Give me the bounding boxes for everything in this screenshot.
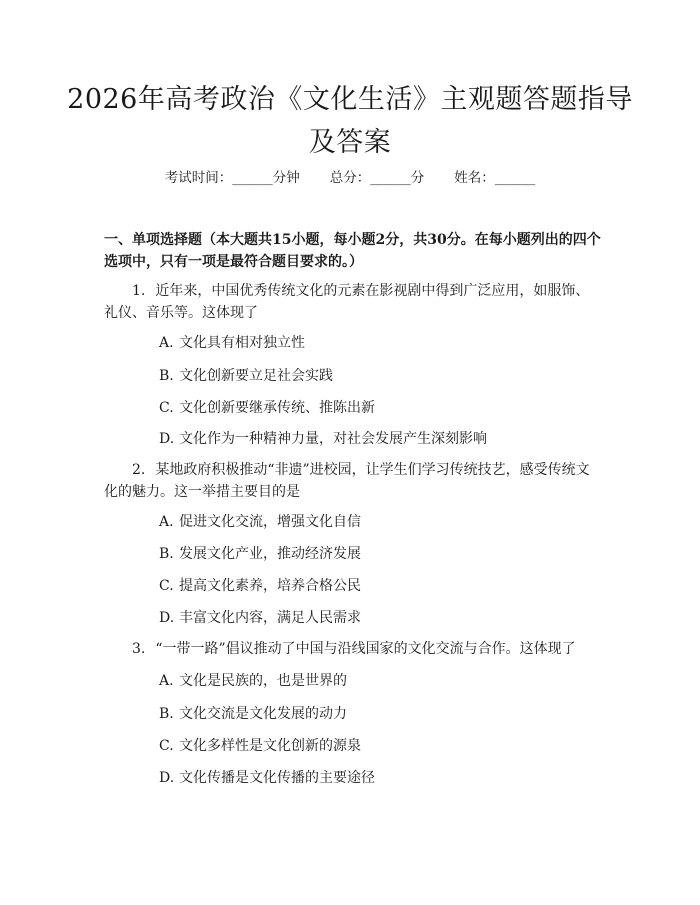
option-text: 文化传播是文化传播的主要途径 (179, 770, 375, 786)
question-3 (104, 638, 602, 660)
option-text: 提高文化素养，培养合格公民 (179, 578, 361, 594)
student-name-field: 姓名：______ (454, 170, 536, 186)
question-stem: 近年来，中国优秀传统文化的元素在影视剧中得到广泛应用，如服饰、礼仪、音乐等。这体现了 (104, 283, 590, 321)
option-3d (159, 768, 599, 788)
option-1a (159, 333, 599, 353)
question-number: 2. (132, 462, 146, 478)
question-1 (104, 280, 602, 324)
option-letter: A. (159, 335, 174, 351)
option-letter: B. (159, 546, 174, 562)
exam-info (0, 168, 700, 188)
option-text: 文化创新要继承传统、推陈出新 (179, 400, 375, 416)
option-text: 发展文化产业，推动经济发展 (179, 546, 361, 562)
option-3b (159, 704, 599, 724)
question-number: 3. (132, 641, 146, 657)
option-text: 文化是民族的，也是世界的 (179, 673, 347, 689)
section-heading: 一、单项选择题（本大题共15小题，每小题2分，共30分。在每小题列出的四个选项中，只有一项是最符合题目要求的。） (104, 232, 601, 270)
option-text: 文化具有相对独立性 (179, 335, 305, 351)
option-letter: C. (159, 400, 174, 416)
option-3a (159, 671, 599, 691)
option-2d (159, 608, 599, 628)
option-2c (159, 576, 599, 596)
option-letter: D. (159, 610, 175, 626)
total-score-field: 总分：______分 (329, 170, 425, 186)
question-stem: 某地政府积极推动“非遗”进校园，让学生们学习传统技艺，感受传统文化的魅力。这一举措主要目的是 (104, 462, 590, 500)
option-text: 文化交流是文化发展的动力 (179, 706, 347, 722)
option-letter: C. (159, 578, 174, 594)
option-letter: B. (159, 368, 174, 384)
option-text: 文化多样性是文化创新的源泉 (179, 738, 361, 754)
option-letter: A. (159, 673, 174, 689)
option-3c (159, 736, 599, 756)
option-letter: B. (159, 706, 174, 722)
option-2b (159, 544, 599, 564)
option-letter: A. (159, 514, 174, 530)
question-2 (104, 459, 602, 503)
option-text: 丰富文化内容，满足人民需求 (179, 610, 361, 626)
option-text: 文化作为一种精神力量，对社会发展产生深刻影响 (179, 431, 487, 447)
option-1c (159, 398, 599, 418)
option-1d (159, 429, 599, 449)
question-number: 1. (132, 283, 146, 299)
option-text: 促进文化交流，增强文化自信 (179, 514, 361, 530)
option-2a (159, 512, 599, 532)
option-letter: D. (159, 431, 175, 447)
exam-time-field: 考试时间：______分钟 (164, 170, 300, 186)
option-text: 文化创新要立足社会实践 (179, 368, 333, 384)
option-letter: C. (159, 738, 174, 754)
question-stem: “一带一路”倡议推动了中国与沿线国家的文化交流与合作。这体现了 (155, 641, 576, 657)
document-title: 2026年高考政治《文化生活》主观题答题指导及答案 (67, 84, 633, 158)
option-1b (159, 366, 599, 386)
option-letter: D. (159, 770, 175, 786)
